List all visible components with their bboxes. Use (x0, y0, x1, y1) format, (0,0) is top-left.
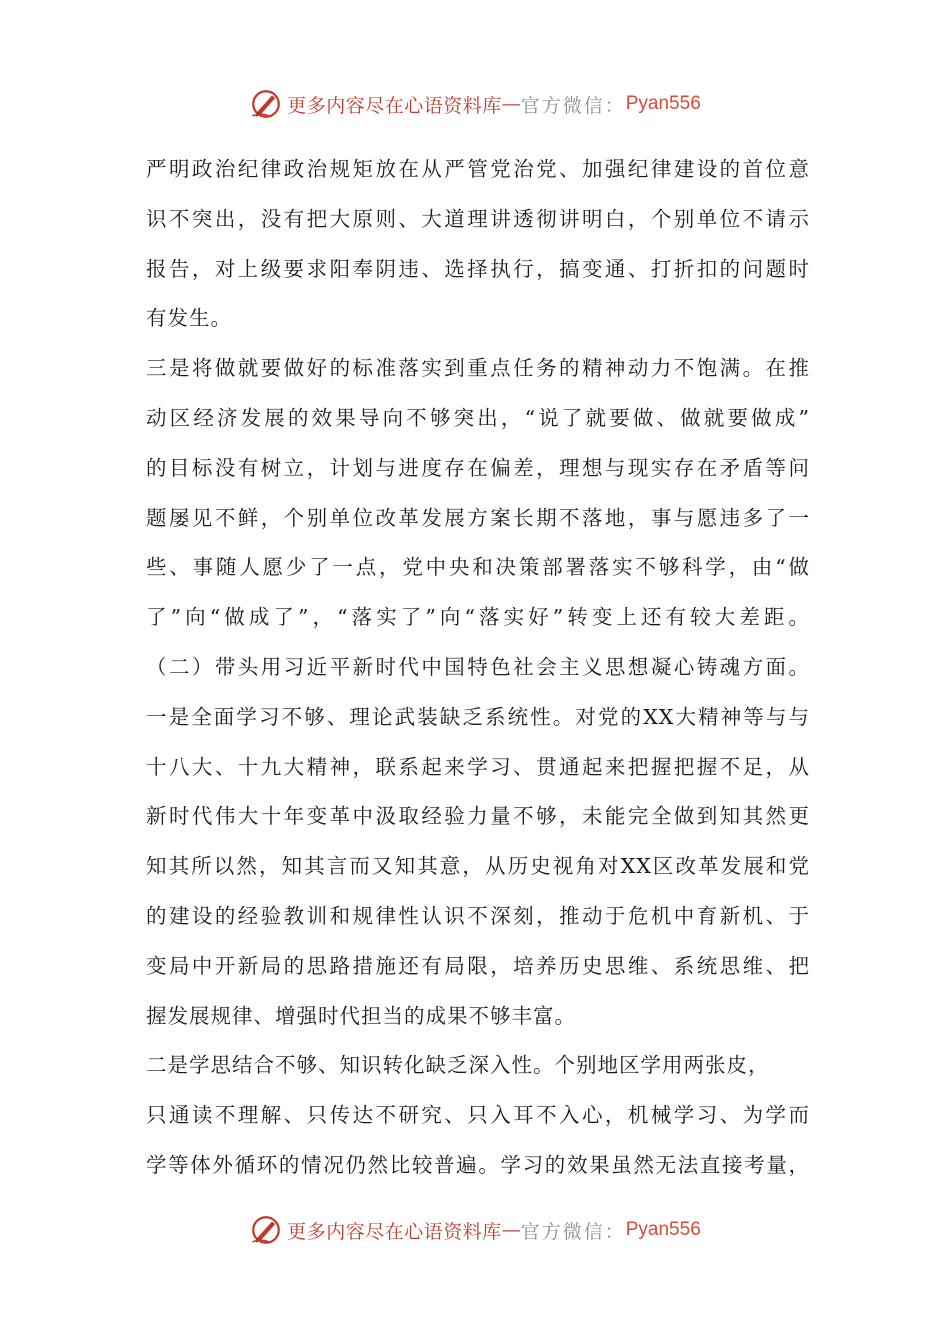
text-line: 十八大、十九大精神，联系起来学习、贯通起来把握把握不足，从 (146, 754, 810, 779)
text-line: 变局中开新局的思路措施还有局限，培养历史思维、系统思维、把 (146, 953, 810, 978)
text-line: 二是学思结合不够、知识转化缺乏深入性。个别地区学用两张皮， (146, 1053, 770, 1078)
text-line: （二）带头用习近平新时代中国特色社会主义思想凝心铸魂方面。 (146, 654, 810, 679)
pen-logo-icon (249, 1213, 283, 1247)
banner-separator: — (501, 1219, 521, 1241)
text-line: 识不突出，没有把大原则、大道理讲透彻讲明白，个别单位不请示 (146, 206, 810, 231)
document-body (146, 145, 810, 1191)
text-line: 握发展规律、增强时代担当的成果不够丰富。 (146, 1003, 576, 1028)
pen-logo-icon (249, 87, 283, 121)
text-line: 报告，对上级要求阳奉阴违、选择执行，搞变通、打折扣的问题时 (146, 256, 810, 281)
text-line: 学等体外循环的情况仍然比较普遍。学习的效果虽然无法直接考量， (146, 1152, 810, 1177)
banner-wechat-id: Pyan556 (625, 1219, 701, 1240)
footer-watermark-banner (0, 1210, 950, 1250)
text-line: 些、事随人愿少了一点，党中央和决策部署落实不够科学，由“做 (146, 555, 810, 580)
text-line: 的建设的经验教训和规律性认识不深刻，推动于危机中育新机、于 (146, 903, 810, 928)
banner-wechat-label: 官方微信： (520, 94, 626, 117)
text-line: 严明政治纪律政治规矩放在从严管党治党、加强纪律建设的首位意 (146, 157, 810, 181)
banner-wechat-label: 官方微信： (520, 1220, 626, 1243)
banner-site-text: 更多内容尽在心语资料库 (287, 1220, 502, 1243)
header-watermark-banner (0, 84, 950, 124)
text-line: 题屡见不鲜，个别单位改革发展方案长期不落地，事与愿违多了一 (146, 505, 810, 530)
text-line: 知其所以然，知其言而又知其意，从历史视角对XX区改革发展和党 (146, 854, 810, 879)
text-line: 了”向“做成了”，“落实了”向“落实好”转变上还有较大差距。 (146, 605, 810, 630)
text-line: 有发生。 (146, 306, 232, 331)
text-line: 只通读不理解、只传达不研究、只入耳不入心，机械学习、为学而 (146, 1103, 810, 1128)
banner-wechat-id: Pyan556 (625, 93, 701, 114)
text-line: 三是将做就要做好的标准落实到重点任务的精神动力不饱满。在推 (146, 356, 810, 381)
banner-separator: — (501, 93, 521, 115)
banner-site-text: 更多内容尽在心语资料库 (287, 94, 502, 117)
text-line: 动区经济发展的效果导向不够突出，“说了就要做、做就要做成” (146, 405, 810, 430)
text-line: 新时代伟大十年变革中汲取经验力量不够，未能完全做到知其然更 (146, 804, 810, 829)
text-line: 一是全面学习不够、理论武装缺乏系统性。对党的XX大精神等与与 (146, 704, 810, 729)
text-line: 的目标没有树立，计划与进度存在偏差，理想与现实存在矛盾等问 (146, 455, 810, 480)
